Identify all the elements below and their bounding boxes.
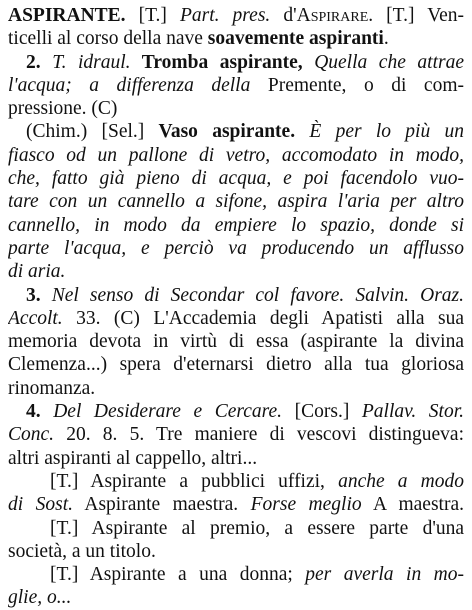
citation: Pallav. Stor. (361, 401, 464, 423)
chem-line-1 (8, 120, 464, 143)
chem-line-2 (8, 144, 464, 167)
usage-example: A maestra. (361, 494, 464, 516)
definition: Quella che attrae (302, 51, 464, 73)
usage-note: di Sost. (8, 494, 73, 516)
quotation: Clemenza...) spera d'eternarsi dietro alla tua gloriosa (8, 354, 464, 376)
sense-number: 4. (26, 401, 54, 423)
definition: l'acqua; a differenza della (8, 74, 251, 96)
quotation: 33. (C) L'Accademia degli Apatisti alla sua (62, 307, 464, 329)
chem-line-7 (8, 260, 464, 283)
quotation: memoria devota in virtù di essa (aspirante la divina (8, 331, 464, 353)
text: pressione. (C) (8, 98, 118, 120)
text: ticelli al corso della nave (8, 28, 208, 50)
text: (Chim.) [Sel.] (26, 121, 159, 143)
definition: di Secondar col favore. (133, 284, 356, 306)
text: d' (270, 5, 297, 26)
definition: fiasco od un pallone di vetro, accomodato in modo, (8, 144, 464, 166)
sense-4-line-2 (8, 423, 464, 446)
text: Premente, o di com- (250, 74, 464, 96)
sense-2-line-2 (8, 74, 464, 97)
definition: cannello, in modo da empiere lo spazio, donde si (8, 214, 464, 236)
usage-note: Forse meglio (250, 494, 362, 516)
sense-4-line-3 (8, 447, 464, 470)
citation: Accolt. (8, 307, 63, 329)
usage-example: [T.] Aspirante a pubblici uffizi, (50, 470, 339, 492)
usage-1-line-1 (8, 470, 464, 493)
usage-example: [T.] Aspirante al premio, a essere parte d'una (50, 517, 464, 539)
domain-label: T. idraul. (52, 51, 131, 73)
grammar-label: Part. pres. (179, 5, 271, 26)
usage-3-line-2 (8, 586, 464, 609)
usage-2-line-1 (8, 517, 464, 540)
source-tag: [T.] (125, 5, 180, 26)
chem-line-4 (8, 190, 464, 213)
entry-line-1 (8, 4, 464, 27)
chem-line-5 (8, 214, 464, 237)
sense-2-line-3 (8, 97, 464, 120)
headword: ASPIRANTE. (8, 5, 126, 26)
chem-line-6 (8, 237, 464, 260)
subentry-term: Tromba aspirante, (130, 51, 303, 73)
sense-3-line-2 (8, 307, 464, 330)
definition: tare con un cannello a sifone, aspira l'aria per altro (8, 191, 464, 213)
quotation: altri aspiranti al cappello, altri... (8, 447, 258, 469)
text: . [T.] Ven- (368, 5, 464, 26)
source-tag: [Cors.] (282, 401, 362, 423)
sense-2-line-1 (8, 51, 464, 74)
definition: parte l'acqua, e perciò va producendo un afflusso (8, 237, 464, 259)
usage-example: società, a un titolo. (8, 540, 156, 562)
definition: di aria. (8, 261, 66, 283)
definition: che, fatto già pieno di acqua, e poi facendolo vuo- (8, 168, 464, 190)
citation: Salvin. Oraz. (355, 284, 464, 306)
chem-line-3 (8, 167, 464, 190)
definition: È per lo più un (295, 121, 464, 143)
sense-4-line-1 (8, 400, 464, 423)
usage-note: per averla in mo- (305, 564, 464, 586)
usage-example: Aspirante maestra. (73, 494, 251, 516)
quotation: 20. 8. 5. Tre maniere di vescovi distingueva: (54, 424, 464, 446)
usage-note: glie, o... (8, 587, 72, 609)
sense-3-line-4 (8, 353, 464, 376)
example-phrase: soavemente aspiranti (207, 28, 384, 50)
sense-3-line-1 (8, 284, 464, 307)
sense-3-line-5 (8, 377, 464, 400)
sense-number: 3. (26, 284, 52, 306)
citation: Conc. (8, 424, 55, 446)
usage-1-line-2 (8, 493, 464, 516)
usage-3-line-1 (8, 563, 464, 586)
usage-note: anche a modo (338, 470, 464, 492)
sense-number: 2. (26, 51, 53, 73)
quotation: rinomanza. (8, 377, 96, 399)
sense-3-line-3 (8, 330, 464, 353)
entry-line-2 (8, 27, 464, 50)
definition: Del Desiderare e Cercare. (53, 401, 283, 423)
cross-reference: Aspirare (296, 5, 369, 26)
usage-example: [T.] Aspirante a una donna; (50, 564, 306, 586)
definition: Nel senso (51, 284, 134, 306)
subentry-term: Vaso aspirante. (158, 121, 296, 143)
text: . (383, 28, 389, 50)
